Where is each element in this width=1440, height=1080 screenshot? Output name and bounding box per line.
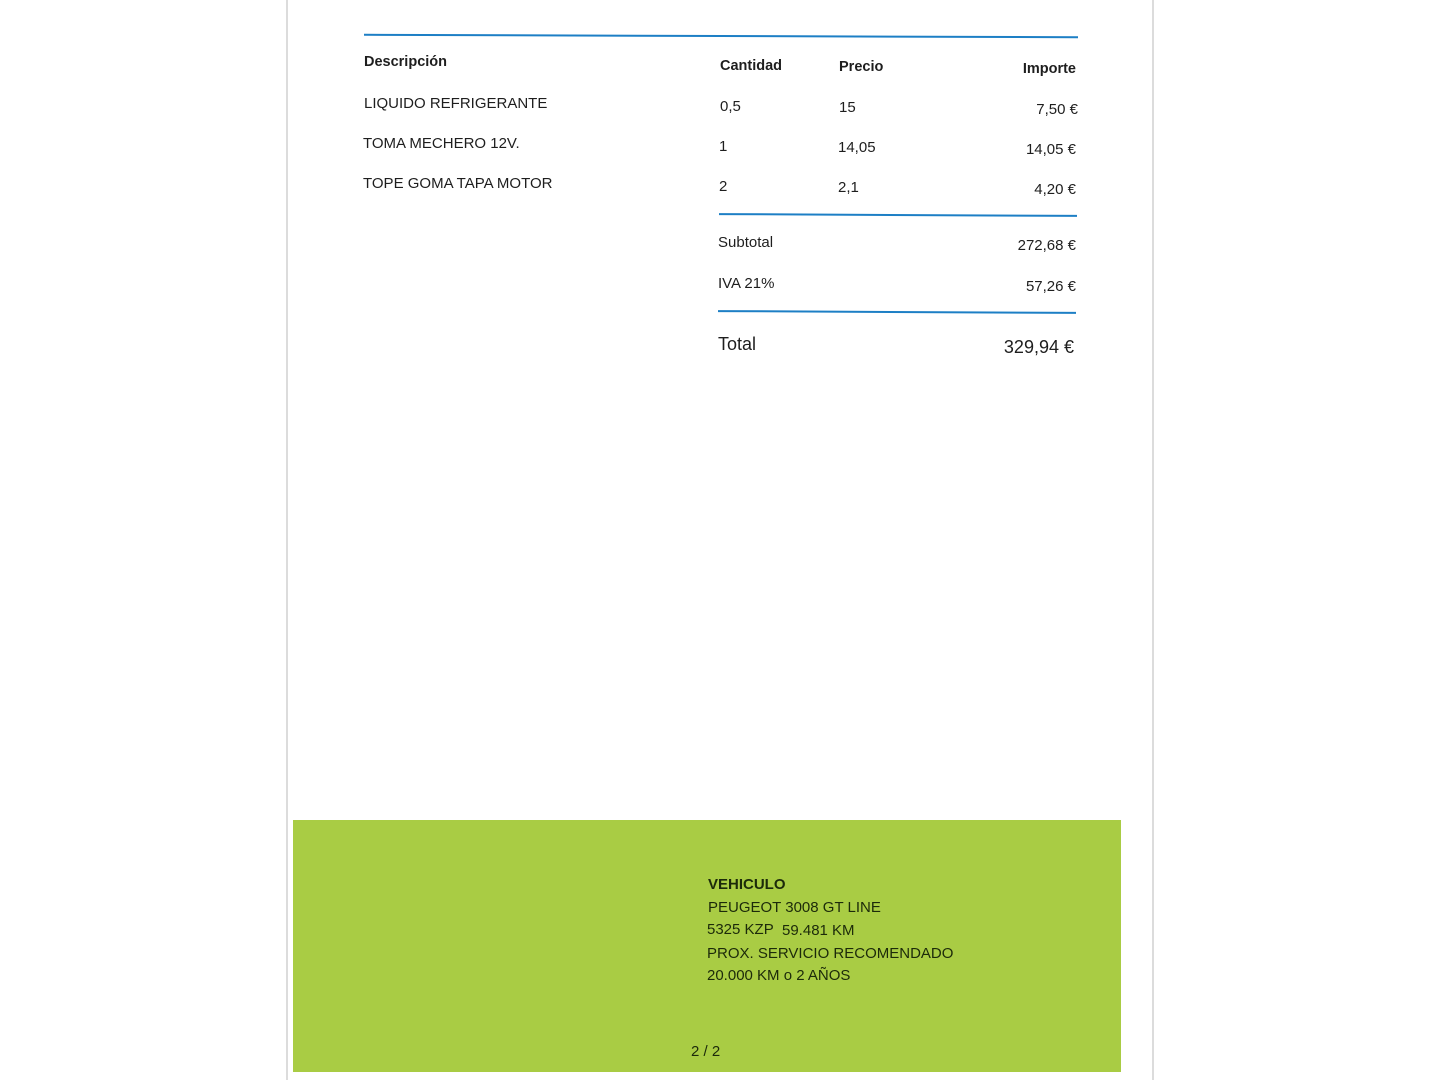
- tax-label: IVA 21%: [718, 275, 775, 292]
- tax-value: 57,26 €: [1025, 278, 1076, 295]
- row-2-price: 14,05: [838, 139, 876, 156]
- vehicle-mileage: 59.481 KM: [782, 922, 855, 939]
- next-service-value: 20.000 KM o 2 AÑOS: [707, 967, 851, 984]
- row-2-amount: 14,05 €: [1025, 141, 1076, 158]
- row-3-amount: 4,20 €: [1034, 181, 1076, 198]
- subtotal-value: 272,68 €: [1017, 237, 1076, 254]
- vehicle-plate: 5325 KZP: [707, 921, 774, 938]
- page-number: 2 / 2: [691, 1043, 721, 1060]
- row-1-amount: 7,50 €: [1036, 101, 1078, 118]
- row-2-quantity: 1: [719, 138, 728, 155]
- row-1-quantity: 0,5: [720, 98, 741, 115]
- row-3-price: 2,1: [838, 179, 859, 196]
- total-label: Total: [718, 334, 757, 354]
- subtotal-top-rule: [719, 213, 1077, 217]
- row-1-description: LIQUIDO REFRIGERANTE: [364, 95, 548, 112]
- header-amount: Importe: [1022, 61, 1076, 77]
- next-service-label: PROX. SERVICIO RECOMENDADO: [707, 945, 954, 962]
- footer-band: [293, 820, 1121, 1072]
- vehicle-model: PEUGEOT 3008 GT LINE: [708, 899, 881, 916]
- row-3-quantity: 2: [719, 178, 728, 195]
- total-value: 329,94 €: [1003, 337, 1074, 357]
- subtotal-label: Subtotal: [718, 234, 774, 251]
- table-top-rule: [364, 34, 1078, 38]
- row-3-description: TOPE GOMA TAPA MOTOR: [363, 175, 553, 192]
- row-1-price: 15: [839, 99, 856, 116]
- header-quantity: Cantidad: [720, 58, 783, 74]
- vehicle-title: VEHICULO: [708, 876, 786, 893]
- row-2-description: TOMA MECHERO 12V.: [363, 135, 520, 152]
- header-price: Precio: [839, 59, 884, 75]
- total-top-rule: [718, 310, 1076, 314]
- header-description: Descripción: [364, 54, 447, 70]
